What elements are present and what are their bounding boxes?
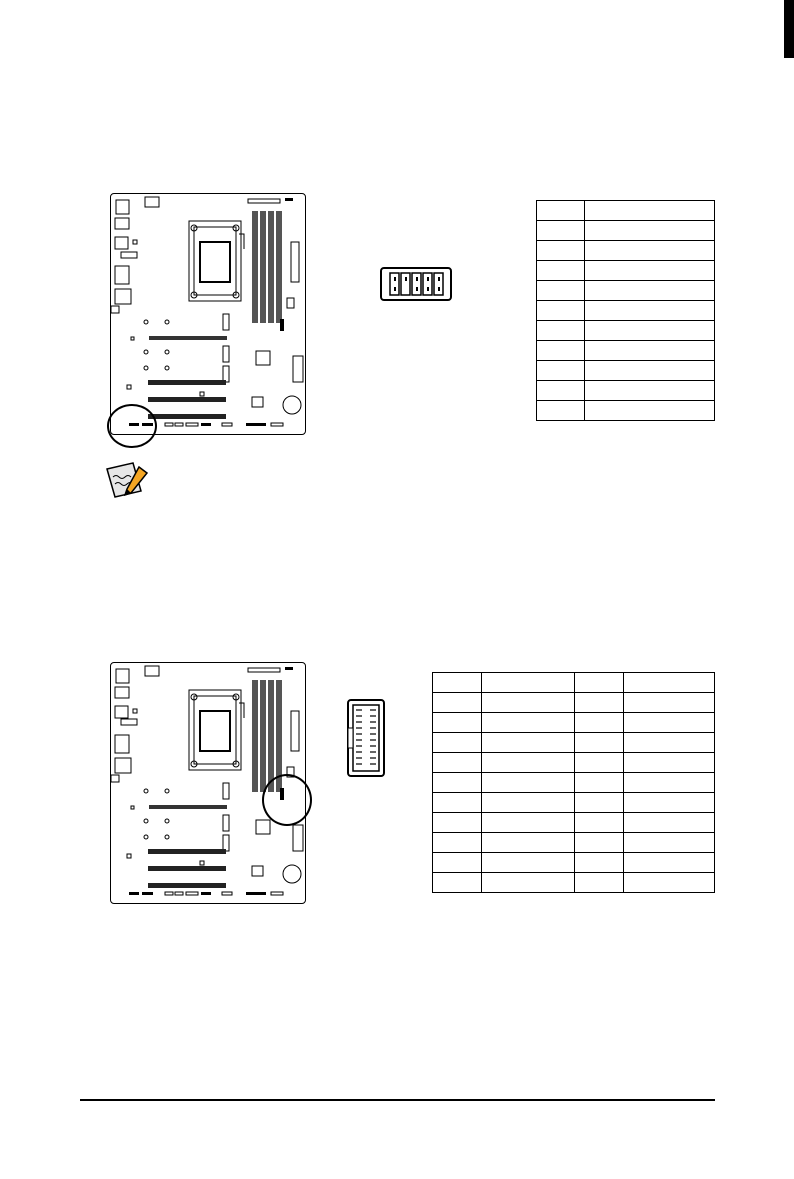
- table-row: [537, 221, 715, 241]
- table-row: [433, 713, 715, 733]
- motherboard-drawing: [111, 194, 305, 434]
- table-row: [433, 693, 715, 713]
- table-row: [537, 361, 715, 381]
- table-row: [537, 301, 715, 321]
- pin-header-vertical-diagram: [346, 698, 386, 778]
- table-row: [433, 673, 715, 693]
- page-edge-tab: [784, 0, 794, 58]
- table-row: [433, 833, 715, 853]
- table-row: [433, 853, 715, 873]
- table-row: [433, 753, 715, 773]
- table-row: [537, 401, 715, 421]
- pin-header-2x5-diagram: [380, 267, 452, 301]
- table-row: [433, 813, 715, 833]
- pin-assignment-table-2: [432, 672, 715, 893]
- table-row: [433, 773, 715, 793]
- highlight-circle-center: [262, 774, 312, 826]
- motherboard-layout-diagram-1: [110, 193, 306, 435]
- table-row: [537, 201, 715, 221]
- footer-divider: [80, 1099, 715, 1101]
- table-row: [433, 793, 715, 813]
- table-row: [537, 321, 715, 341]
- table-row: [537, 241, 715, 261]
- table-row: [537, 381, 715, 401]
- highlight-circle-bottom-left: [107, 404, 157, 448]
- pencil-note-icon: [103, 459, 151, 501]
- table-row: [537, 341, 715, 361]
- table-row: [433, 733, 715, 753]
- pin-assignment-table-1: [536, 200, 715, 421]
- table-row: [537, 261, 715, 281]
- table-row: [433, 873, 715, 893]
- table-row: [537, 281, 715, 301]
